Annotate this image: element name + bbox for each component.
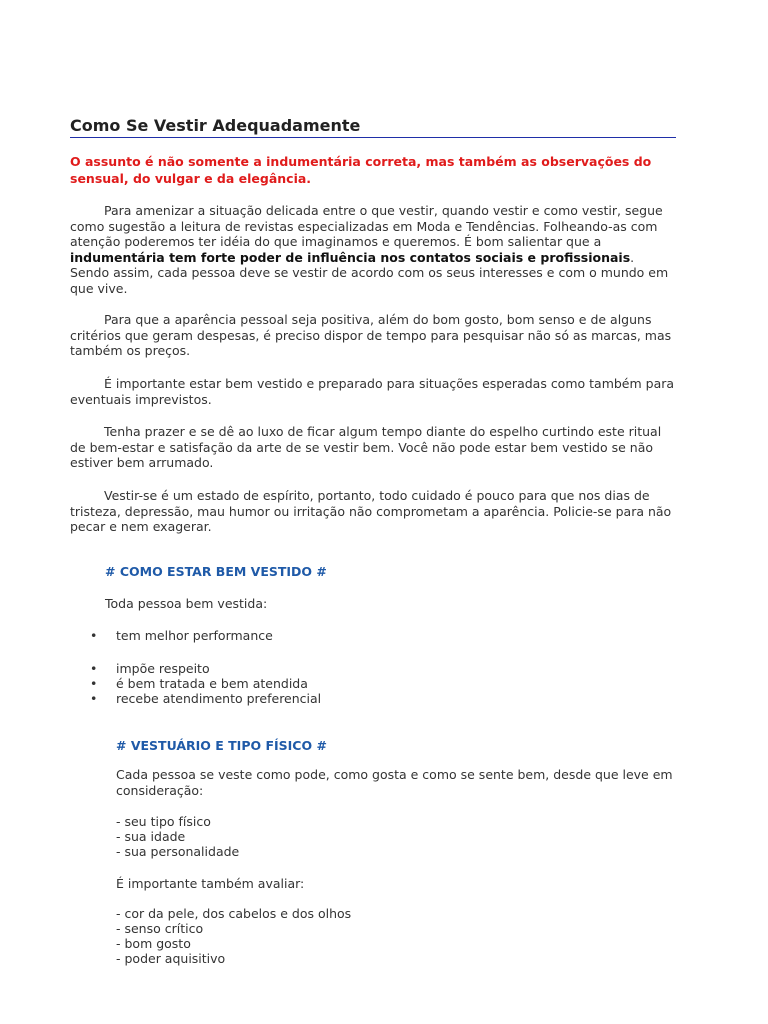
list-item: - seu tipo físico — [116, 814, 211, 829]
paragraph-2 — [70, 312, 676, 359]
bullet-icon: • — [90, 676, 98, 691]
paragraph-5-text: Vestir-se é um estado de espírito, portanto, todo cuidado é pouco para que nos dias de tristeza, depressão, mau humor ou irritação não comprometam a aparência. Policie-se para não pecar e nem exagerar. — [70, 488, 672, 534]
list-item: - sua personalidade — [116, 844, 240, 859]
bullet-icon: • — [90, 628, 98, 643]
list-item: - cor da pele, dos cabelos e dos olhos — [116, 906, 352, 921]
section-2-intro: Cada pessoa se veste como pode, como gosta e como se sente bem, desde que leve em consideração: — [116, 767, 673, 798]
paragraph-3 — [70, 376, 676, 407]
bullet-icon: • — [90, 691, 98, 706]
bullet-icon: • — [90, 661, 98, 676]
paragraph-1-bold: indumentária tem forte poder de influência nos contatos sociais e profissionais — [70, 249, 631, 265]
paragraph-4-text: Tenha prazer e se dê ao luxo de ficar algum tempo diante do espelho curtindo este ritual de bem-estar e satisfação da arte de se vestir bem. Você não pode estar bem vestido se não estiver bem arrumado. — [70, 424, 662, 470]
page-title: Como Se Vestir Adequadamente — [70, 116, 361, 135]
list-item: • é bem tratada e bem atendida — [90, 676, 308, 691]
list-item: - sua idade — [116, 829, 186, 844]
list-item: • impõe respeito — [90, 661, 210, 676]
lead-paragraph: O assunto é não somente a indumentária correta, mas também as observações do sensual, do vulgar e da elegância. — [70, 154, 652, 186]
paragraph-1-end: . Sendo assim, cada pessoa deve se vestir de acordo com os seus interesses e com o mundo em que vive. — [70, 249, 669, 296]
section-heading-bem-vestido: # COMO ESTAR BEM VESTIDO # — [105, 564, 327, 579]
paragraph-5 — [70, 488, 676, 535]
list-item: - bom gosto — [116, 936, 191, 951]
section-1-intro: Toda pessoa bem vestida: — [105, 596, 268, 611]
list-item: • tem melhor performance — [90, 628, 273, 643]
paragraph-3-text: É importante estar bem vestido e preparado para situações esperadas como também para eventuais imprevistos. — [70, 376, 675, 407]
section-heading-vestuario: # VESTUÁRIO E TIPO FÍSICO # — [116, 738, 327, 753]
paragraph-1-text: Para amenizar a situação delicada entre o que vestir, quando vestir e como vestir, segue como sugestão a leitura de revistas especializadas em Moda e Tendências. Folheando-as com atenção poderemos ter idéia do que imaginamos e queremos. É bom salientar que a — [70, 203, 663, 249]
list-item: - senso crítico — [116, 921, 204, 936]
list-item: • recebe atendimento preferencial — [90, 691, 322, 706]
section-2-intro-2: É importante também avaliar: — [116, 876, 305, 891]
title-underline — [70, 137, 676, 138]
list-item: - poder aquisitivo — [116, 951, 226, 966]
paragraph-1 — [70, 203, 676, 296]
paragraph-2-text: Para que a aparência pessoal seja positiva, além do bom gosto, bom senso e de alguns critérios que geram despesas, é preciso dispor de tempo para pesquisar não só as marcas, mas também os preços. — [70, 312, 672, 358]
paragraph-4 — [70, 424, 676, 471]
